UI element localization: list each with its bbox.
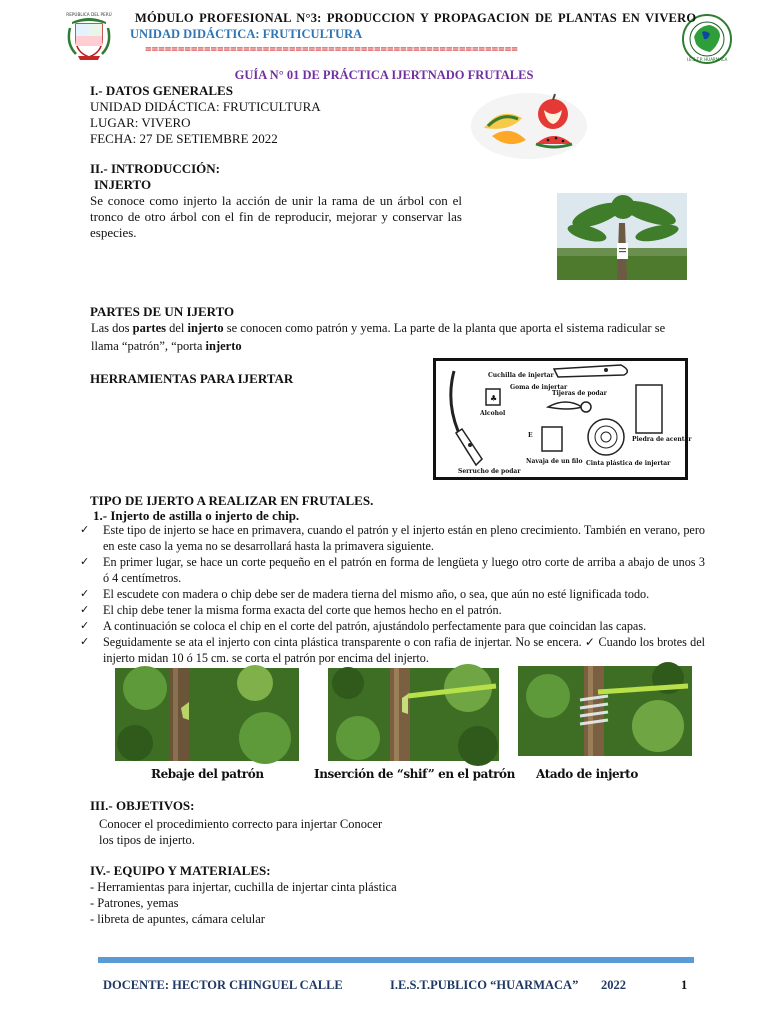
bullet-text: Este tipo de injerto se hace en primavera, cuando el patrón y el injerto están en pleno crecimiento. También en verano, pero en este caso la yema no se desarrollará hasta la primavera siguiente. — [103, 523, 705, 553]
photo-caption: Atado de injerto — [536, 767, 638, 781]
parts-text: Las dos — [91, 321, 133, 335]
parts-text: llama “patrón”, “porta — [91, 339, 206, 353]
unit-title: UNIDAD DIDÁCTICA: FRUTICULTURA — [130, 27, 363, 41]
tool-label: Navaja de un filo — [526, 458, 583, 465]
general-date: FECHA: 27 DE SETIEMBRE 2022 — [90, 131, 278, 146]
parts-text-bold: injerto — [205, 339, 242, 353]
technique-bullet-list — [80, 522, 705, 666]
parts-text-line-2 — [91, 338, 242, 354]
seal-text: I.E.S.T.P. HUARMACA — [686, 57, 728, 62]
tool-label: Tijeras de podar — [552, 390, 607, 397]
fruits-image — [470, 88, 588, 160]
checkmark-icon: ✓ — [80, 635, 90, 648]
bullet-item — [80, 522, 705, 554]
photo-caption: Rebaje del patrón — [151, 767, 264, 781]
intro-text-line: especies. — [90, 225, 137, 240]
parts-heading: PARTES DE UN IJERTO — [90, 304, 235, 319]
types-heading: TIPO DE IJERTO A REALIZAR EN FRUTALES. — [90, 493, 374, 508]
intro-text-line: tronco de otro árbol con el fin de reproducir, mejorar y conservar las — [90, 209, 462, 224]
equipment-item: - libreta de apuntes, cámara celular — [90, 912, 265, 926]
objectives-text: Conocer el procedimiento correcto para injertar Conocer — [99, 817, 383, 831]
general-unit: UNIDAD DIDÁCTICA: FRUTICULTURA — [90, 99, 321, 114]
checkmark-icon: ✓ — [80, 555, 90, 568]
equipment-item: - Patrones, yemas — [90, 896, 179, 910]
equipment-item: - Herramientas para injertar, cuchilla de injertar cinta plástica — [90, 880, 397, 894]
checkmark-icon: ✓ — [80, 587, 90, 600]
general-place: LUGAR: VIVERO — [90, 115, 191, 130]
page-number: 1 — [681, 978, 688, 992]
footer-school: I.E.S.T.PUBLICO “HUARMACA” — [390, 978, 579, 992]
parts-text: del — [166, 321, 188, 335]
bullet-item — [80, 586, 705, 602]
parts-text: se conocen como patrón y yema. La parte de la planta que aporta el sistema radicular se — [223, 321, 666, 335]
parts-text-bold: partes — [132, 321, 166, 335]
tool-label: Piedra de acentar — [632, 436, 692, 443]
logo-text: REPÚBLICA DEL PERÚ — [66, 12, 112, 17]
parts-text-line-1 — [91, 320, 665, 336]
parts-text-bold: injerto — [187, 321, 224, 335]
step-photo-atado — [518, 666, 692, 756]
tool-label: Goma de injertar — [510, 384, 568, 391]
bullet-item — [80, 554, 705, 586]
intro-text-line: Se conoce como injerto la acción de unir la rama de un árbol con el — [90, 193, 462, 208]
intro-subheading: INJERTO — [94, 177, 152, 192]
bullet-item — [80, 618, 705, 634]
checkmark-icon: ✓ — [80, 619, 90, 632]
bullet-text: Seguidamente se ata el injerto con cinta plástica transparente o con rafia de injertar. No se encera. ✓ Cuando los brotes del injerto midan 10 ó 15 cm. se corta el patrón por encima del injerto. — [103, 635, 705, 665]
footer-teacher: DOCENTE: HECTOR CHINGUEL CALLE — [103, 978, 343, 992]
separator-line: ========================================================= — [145, 42, 518, 56]
tool-label: E — [528, 432, 533, 439]
tool-label: Cuchilla de injertar — [488, 372, 554, 379]
guide-title: GUÍA N° 01 DE PRÁCTICA IJERTNADO FRUTALES — [234, 68, 534, 82]
step-photo-insercion — [328, 668, 499, 761]
checkmark-icon: ✓ — [80, 603, 90, 616]
bullet-text: A continuación se coloca el chip en el corte del patrón, ajustándolo perfectamente para que coincidan las capas. — [103, 619, 647, 633]
intro-heading: II.- INTRODUCCIÓN: — [90, 161, 221, 176]
footer-year: 2022 — [601, 978, 626, 992]
equipment-heading: IV.- EQUIPO Y MATERIALES: — [90, 863, 271, 878]
photo-caption: Inserción de “shif” en el patrón — [314, 767, 515, 781]
step-photo-rebaje — [115, 668, 299, 761]
bullet-text: El escudete con madera o chip debe ser de madera tierna del mismo año, o sea, que aún no esté lignificada todo. — [103, 587, 650, 601]
bullet-text: El chip debe tener la misma forma exacta del corte que hemos hecho en el patrón. — [103, 603, 502, 617]
svg-text:♣: ♣ — [490, 393, 498, 403]
bullet-item — [80, 634, 705, 666]
tool-label: Serrucho de podar — [458, 468, 521, 475]
bullet-text: En primer lugar, se hace un corte pequeño en el patrón en forma de lengüeta y luego otro corte de arriba a abajo de unos 3 ó 4 centímetros. — [103, 555, 705, 585]
module-title: MÓDULO PROFESIONAL N°3: PRODUCCION Y PROPAGACION DE PLANTAS EN VIVERO — [135, 11, 697, 25]
types-subheading: 1.- Injerto de astilla o injerto de chip. — [93, 508, 300, 523]
tool-label: Cinta plástica de injertar — [586, 460, 671, 467]
footer-divider — [98, 957, 694, 963]
general-heading: I.- DATOS GENERALES — [90, 83, 233, 98]
bullet-item — [80, 602, 705, 618]
objectives-text: los tipos de injerto. — [99, 833, 195, 847]
grafting-tools-illustration — [433, 358, 692, 480]
checkmark-icon: ✓ — [80, 523, 90, 536]
objectives-heading: III.- OBJETIVOS: — [90, 798, 195, 813]
peru-coat-of-arms-logo — [62, 10, 116, 62]
tool-label: Alcohol — [480, 410, 506, 417]
tools-heading: HERRAMIENTAS PARA IJERTAR — [90, 371, 294, 386]
graft-tree-photo — [557, 193, 687, 280]
